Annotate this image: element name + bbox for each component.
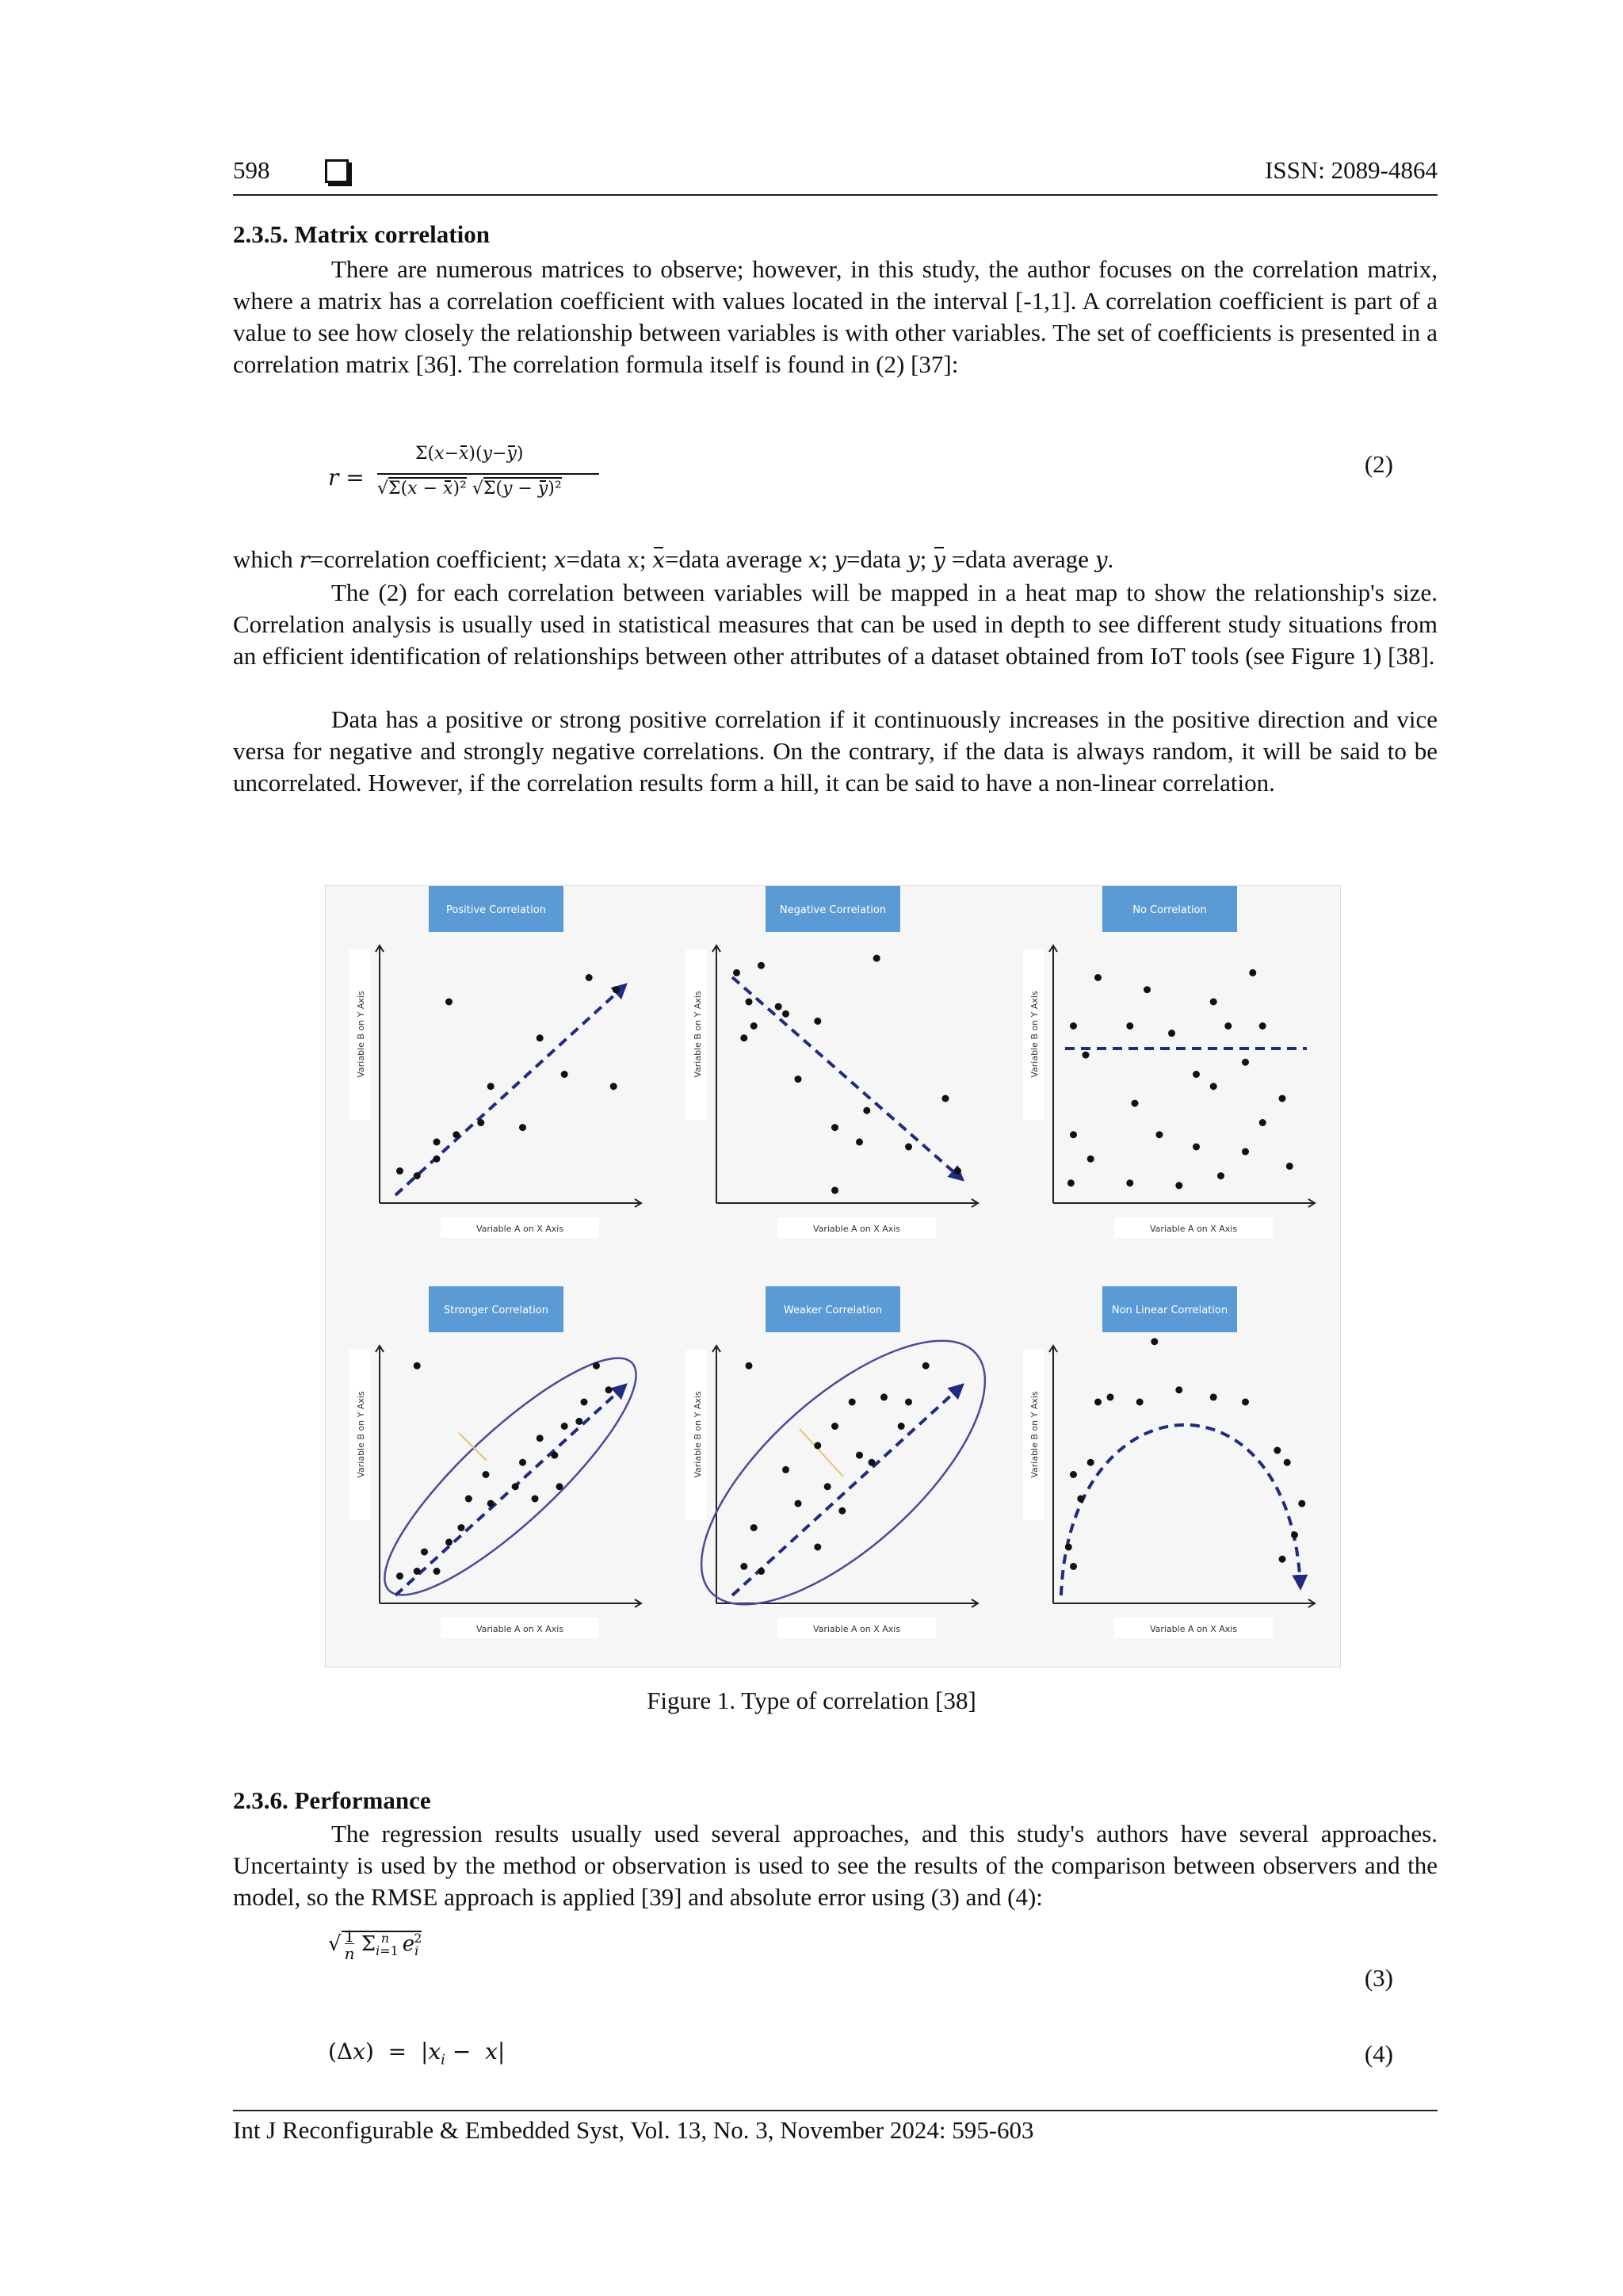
paragraph: The (2) for each correlation between variables will be mapped in a heat map to show the relationship's size. Correlation analysis is usually used in statistical measures that can be used in depth to see different study situations from an efficient identification of relationships between other attributes of a dataset obtained from IoT tools (see Figure 1) [38]. <box>233 579 1438 670</box>
panel-title: Non Linear Correlation <box>1111 1305 1228 1316</box>
data-point <box>445 999 453 1006</box>
equation-3: √ 1 n $\Sigma_{i=1}^n$ $e_i^2$ <box>328 1927 422 1963</box>
data-point <box>740 1563 747 1570</box>
data-point <box>414 1568 421 1575</box>
data-point <box>1298 1500 1305 1507</box>
data-point <box>831 1186 838 1194</box>
data-point <box>750 1022 758 1030</box>
figure-1 <box>325 885 1341 1668</box>
data-point <box>898 1423 905 1430</box>
checkbox-square-icon <box>325 159 349 183</box>
data-point <box>453 1131 460 1138</box>
data-point <box>758 1568 765 1575</box>
data-point <box>1168 1030 1175 1037</box>
data-point <box>610 1083 617 1090</box>
data-point <box>537 1034 544 1041</box>
data-point <box>873 955 880 962</box>
data-point <box>465 1496 472 1503</box>
chart-panel <box>686 886 978 1238</box>
data-point <box>1070 1471 1077 1478</box>
data-point <box>831 1423 838 1430</box>
chart-panel <box>349 886 641 1238</box>
data-point <box>421 1549 428 1556</box>
data-point <box>1126 1179 1133 1186</box>
data-point <box>1067 1179 1075 1186</box>
data-point <box>1249 969 1256 976</box>
data-point <box>758 962 765 969</box>
panel-title: Negative Correlation <box>779 904 887 916</box>
data-point <box>1259 1119 1266 1126</box>
data-point <box>512 1483 519 1490</box>
paragraph: The regression results usually used several approaches, and this study's authors have several approaches. Uncertainty is used by the method or observation is used to see the results of the comparison between observers and the model, so the RMSE approach is applied [39] and absolute error using (3) and (4): <box>233 1820 1438 1911</box>
data-point <box>575 1418 582 1425</box>
chart-panel <box>1023 1286 1315 1638</box>
data-point <box>856 1138 863 1145</box>
data-point <box>1083 1052 1090 1059</box>
curve-trend-arrow <box>1061 1425 1300 1595</box>
y-axis-label: Variable B on Y Axis <box>356 991 366 1078</box>
data-point <box>1217 1172 1224 1179</box>
data-point <box>814 1544 821 1551</box>
chart-panel <box>660 1286 1026 1648</box>
equation-number-3: (3) <box>1364 1964 1393 1992</box>
data-point <box>433 1138 441 1145</box>
data-point <box>1224 1022 1232 1030</box>
data-point <box>849 1399 856 1406</box>
data-point <box>782 1466 789 1473</box>
trend-arrow <box>395 1385 625 1595</box>
data-point <box>1094 1399 1102 1406</box>
data-point <box>1065 1544 1072 1551</box>
data-point <box>519 1124 526 1131</box>
data-point <box>487 1500 495 1507</box>
data-point <box>613 986 620 993</box>
data-point <box>880 1393 888 1400</box>
equation-4: $(\Delta x) = |x_i - x|$ <box>328 2038 506 2069</box>
variable-definitions: which r=correlation coefficient; x=data x; x=data average x; y=data y; y =data average y. <box>233 545 1114 573</box>
data-point <box>1242 1148 1249 1156</box>
x-axis-label: Variable A on X Axis <box>1149 1224 1238 1234</box>
figure-caption: Figure 1. Type of correlation [38] <box>647 1687 976 1714</box>
data-point <box>1259 1022 1266 1030</box>
data-point <box>1156 1131 1163 1138</box>
data-point <box>593 1362 600 1370</box>
data-point <box>1126 1022 1133 1030</box>
correlation-ellipse <box>357 1329 663 1623</box>
data-point <box>1242 1059 1249 1066</box>
data-point <box>905 1399 912 1406</box>
data-point <box>581 1399 588 1406</box>
issn: ISSN: 2089-4864 <box>1265 156 1438 184</box>
panel-title: No Correlation <box>1132 904 1207 916</box>
data-point <box>831 1124 838 1131</box>
data-point <box>1132 1100 1139 1107</box>
data-point <box>1291 1531 1298 1538</box>
panel-title: Positive Correlation <box>446 904 546 916</box>
data-point <box>1087 1459 1094 1466</box>
data-point <box>1279 1556 1286 1563</box>
data-point <box>795 1500 802 1507</box>
data-point <box>1107 1393 1114 1400</box>
data-point <box>586 974 593 981</box>
data-point <box>483 1471 490 1478</box>
equation-2: r = Σ(x−x)(y−y) √Σ(x − x)² √Σ(y − y)² <box>328 444 598 523</box>
data-point <box>433 1156 441 1163</box>
data-point <box>396 1572 403 1580</box>
equation-number-2: (2) <box>1364 450 1393 478</box>
data-point <box>561 1423 568 1430</box>
y-axis-label: Variable B on Y Axis <box>693 1391 703 1478</box>
panel-title: Stronger Correlation <box>443 1305 549 1316</box>
paragraph: Data has a positive or strong positive correlation if it continuously increases in the positive direction and vice versa for negative and strongly negative correlations. On the contrary, if the data is always random, it will be said to be uncorrelated. However, if the correlation results form a hill, it can be said to have a non-linear correlation. <box>233 705 1438 797</box>
section-heading-performance: 2.3.6. Performance <box>233 1786 431 1814</box>
x-axis-label: Variable A on X Axis <box>812 1624 901 1634</box>
data-point <box>1136 1399 1144 1406</box>
data-point <box>1193 1144 1200 1151</box>
x-axis-label: Variable A on X Axis <box>475 1224 564 1234</box>
data-point <box>942 1095 949 1102</box>
data-point <box>1070 1563 1077 1570</box>
data-point <box>532 1496 539 1503</box>
data-point <box>746 999 753 1006</box>
data-point <box>556 1483 563 1490</box>
equation-number-4: (4) <box>1364 2040 1393 2068</box>
data-point <box>814 1442 821 1449</box>
data-point <box>1284 1459 1291 1466</box>
page-header <box>233 155 1438 196</box>
data-point <box>1175 1182 1182 1189</box>
journal-citation: Int J Reconfigurable & Embedded Syst, Vol. 13, No. 3, November 2024: 595-603 <box>233 2116 1034 2144</box>
data-point <box>922 1362 930 1370</box>
trend-arrow <box>732 977 962 1179</box>
data-point <box>396 1167 403 1175</box>
data-point <box>605 1386 613 1393</box>
data-point <box>1077 1496 1084 1503</box>
data-point <box>1210 1083 1217 1090</box>
panel-title: Weaker Correlation <box>783 1305 883 1316</box>
data-point <box>433 1568 441 1575</box>
data-point <box>1242 1399 1249 1406</box>
x-axis-label: Variable A on X Axis <box>1149 1624 1238 1634</box>
data-point <box>1210 1393 1217 1400</box>
data-point <box>458 1524 465 1531</box>
data-point <box>477 1119 484 1126</box>
spread-indicator <box>800 1429 843 1477</box>
data-point <box>1210 999 1217 1006</box>
data-point <box>1175 1386 1182 1393</box>
data-point <box>775 1003 782 1010</box>
data-point <box>445 1538 453 1545</box>
data-point <box>487 1083 495 1090</box>
data-point <box>561 1071 568 1078</box>
data-point <box>1087 1156 1094 1163</box>
data-point <box>519 1459 526 1466</box>
page-number: 598 <box>233 156 270 184</box>
spread-indicator <box>459 1433 487 1461</box>
data-point <box>838 1507 846 1515</box>
correlation-ellipse <box>660 1297 1026 1648</box>
y-axis-label: Variable B on Y Axis <box>1029 991 1040 1078</box>
data-point <box>856 1452 863 1459</box>
data-point <box>905 1144 912 1151</box>
data-point <box>551 1452 558 1459</box>
data-point <box>537 1435 544 1442</box>
data-point <box>1070 1022 1077 1030</box>
data-point <box>795 1075 802 1083</box>
data-point <box>814 1018 821 1025</box>
data-point <box>954 1167 961 1175</box>
page-footer <box>233 2110 1438 2145</box>
data-point <box>740 1034 747 1041</box>
data-point <box>1094 974 1102 981</box>
correlation-types-figure <box>326 886 1340 1667</box>
data-point <box>733 969 740 976</box>
x-axis-label: Variable A on X Axis <box>475 1624 564 1634</box>
trend-arrow <box>395 985 625 1195</box>
data-point <box>750 1524 758 1531</box>
chart-panel <box>349 1286 663 1638</box>
data-point <box>1279 1095 1286 1102</box>
data-point <box>414 1172 421 1179</box>
y-axis-label: Variable B on Y Axis <box>693 991 703 1078</box>
section-heading-matrix-correlation: 2.3.5. Matrix correlation <box>233 220 490 248</box>
data-point <box>1144 986 1151 993</box>
y-axis-label: Variable B on Y Axis <box>1029 1391 1040 1478</box>
data-point <box>1274 1447 1281 1454</box>
paragraph: There are numerous matrices to observe; however, in this study, the author focuses on the correlation matrix, where a matrix has a correlation coefficient with values located in the interval [-1,1]. A correlation coefficient is part of a value to see how closely the relationship between variables is with other variables. The set of coefficients is presented in a correlation matrix [36]. The correlation formula itself is found in (2) [37]: <box>233 255 1438 378</box>
data-point <box>1193 1071 1200 1078</box>
data-point <box>1151 1338 1158 1345</box>
x-axis-label: Variable A on X Axis <box>812 1224 901 1234</box>
data-point <box>746 1362 753 1370</box>
data-point <box>1286 1163 1293 1170</box>
chart-panel <box>1023 886 1315 1238</box>
y-axis-label: Variable B on Y Axis <box>356 1391 366 1478</box>
data-point <box>1070 1131 1077 1138</box>
data-point <box>782 1010 789 1018</box>
data-point <box>414 1362 421 1370</box>
data-point <box>863 1107 870 1114</box>
data-point <box>824 1483 831 1490</box>
data-point <box>869 1459 876 1466</box>
